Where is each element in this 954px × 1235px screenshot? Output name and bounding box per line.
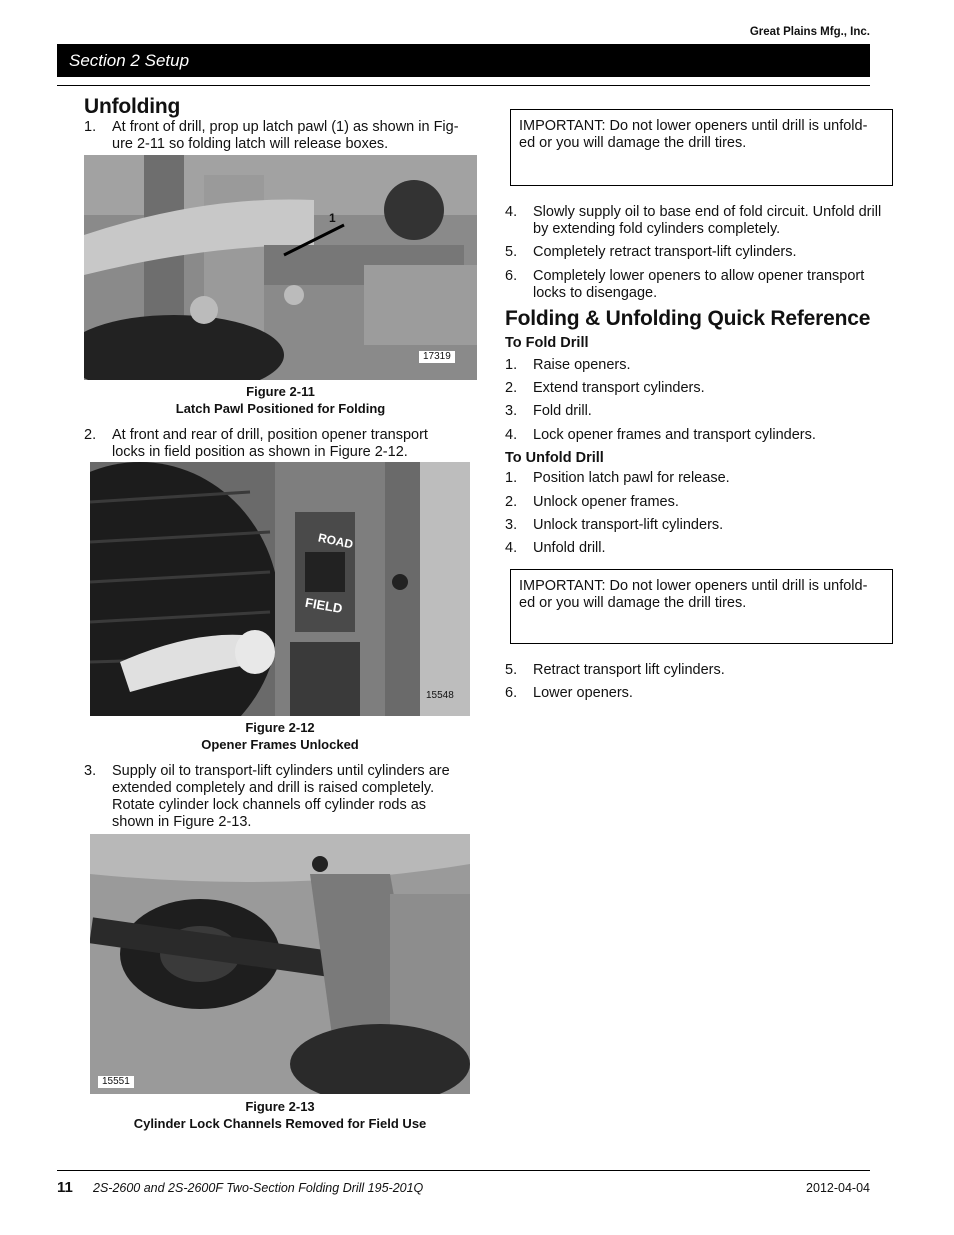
figure-title: Cylinder Lock Channels Removed for Field Use xyxy=(133,1116,427,1131)
unfold-subheading: To Unfold Drill xyxy=(505,450,604,466)
fold-step xyxy=(505,357,905,374)
figure-number-tag: 15548 xyxy=(426,690,454,701)
figure-title: Opener Frames Unlocked xyxy=(201,737,359,752)
step-number: 4. xyxy=(505,540,518,556)
company-name: Great Plains Mfg., Inc. xyxy=(749,26,870,38)
quick-reference-heading: Folding & Unfolding Quick Reference xyxy=(505,307,871,330)
step-number: 4. xyxy=(505,427,518,443)
notice-line: IMPORTANT: Do not lower openers until drill is unfold- xyxy=(519,118,868,134)
notice-line: ed or you will damage the drill tires. xyxy=(519,135,747,151)
unfold-step xyxy=(505,685,905,702)
step-number: 5. xyxy=(505,662,518,678)
step-text-line: by extending fold cylinders completely. xyxy=(533,221,781,237)
step-text-line: ure 2-11 so folding latch will release boxes. xyxy=(112,136,389,152)
callout-label: 1 xyxy=(329,211,336,225)
step-text: Unfold drill. xyxy=(533,540,606,556)
notice-line: ed or you will damage the drill tires. xyxy=(519,595,747,611)
step-text-line: Completely lower openers to allow opener transport xyxy=(533,268,865,284)
step-number: 3. xyxy=(505,517,518,533)
step-4 xyxy=(505,204,905,238)
step-number: 2. xyxy=(505,380,518,396)
step-number: 5. xyxy=(505,244,518,260)
important-notice-box xyxy=(510,569,893,644)
step-text-line: Rotate cylinder lock channels off cylinder rods as xyxy=(112,797,427,813)
step-text-line: At front of drill, prop up latch pawl (1) as shown in Fig- xyxy=(112,119,459,135)
step-number: 1. xyxy=(505,470,518,486)
unfold-step xyxy=(505,517,905,534)
step-5 xyxy=(505,244,905,261)
fold-subheading: To Fold Drill xyxy=(505,335,589,351)
step-text-line: Slowly supply oil to base end of fold circuit. Unfold drill xyxy=(533,204,882,220)
step-text-line: locks in field position as shown in Figure 2-12. xyxy=(112,444,408,460)
step-number: 3. xyxy=(505,403,518,419)
unfold-step xyxy=(505,494,905,511)
step-text: Position latch pawl for release. xyxy=(533,470,730,486)
figure-2-11-photo xyxy=(84,155,477,380)
figure-2-13-caption xyxy=(90,1098,470,1132)
step-text: Unlock transport-lift cylinders. xyxy=(533,517,724,533)
step-number: 2. xyxy=(84,427,97,443)
fold-step xyxy=(505,427,905,444)
road-stencil-label: ROAD xyxy=(316,530,355,552)
figure-2-11-caption xyxy=(84,383,477,417)
figure-2-13-photo xyxy=(90,834,470,1094)
step-text: Extend transport cylinders. xyxy=(533,380,705,396)
document-date: 2012-04-04 xyxy=(806,1181,870,1195)
figure-label: Figure 2-13 xyxy=(245,1099,315,1114)
step-1 xyxy=(84,119,484,153)
step-number: 4. xyxy=(505,204,518,220)
footer-rule xyxy=(57,1170,870,1171)
document-title: 2S-2600 and 2S-2600F Two-Section Folding Drill 195-201Q xyxy=(93,1181,424,1195)
field-stencil-label: FIELD xyxy=(303,594,344,617)
page-number: 11 xyxy=(57,1179,73,1196)
step-number: 2. xyxy=(505,494,518,510)
unfold-step xyxy=(505,540,905,557)
step-text: Retract transport lift cylinders. xyxy=(533,662,725,678)
figure-2-12-photo xyxy=(90,462,470,716)
fold-step xyxy=(505,403,905,420)
step-number: 1. xyxy=(505,357,518,373)
header-rule xyxy=(57,85,870,86)
step-text: Lower openers. xyxy=(533,685,633,701)
step-text-line: shown in Figure 2-13. xyxy=(112,814,252,830)
figure-label: Figure 2-12 xyxy=(245,720,315,735)
step-6 xyxy=(505,268,905,302)
figure-label: Figure 2-11 xyxy=(246,384,315,399)
unfolding-heading: Unfolding xyxy=(84,95,181,118)
step-text: Raise openers. xyxy=(533,357,631,373)
step-text-line: locks to disengage. xyxy=(533,285,658,301)
figure-2-12-caption xyxy=(90,719,470,753)
step-text: Fold drill. xyxy=(533,403,592,419)
important-notice-box xyxy=(510,109,893,186)
step-text: Unlock opener frames. xyxy=(533,494,679,510)
figure-number-tag: 15551 xyxy=(98,1076,134,1088)
step-text: Completely retract transport-lift cylinders. xyxy=(533,244,797,260)
step-number: 6. xyxy=(505,685,518,701)
step-number: 1. xyxy=(84,119,97,135)
step-text-line: Supply oil to transport-lift cylinders until cylinders are xyxy=(112,763,450,779)
figure-title: Latch Pawl Positioned for Folding xyxy=(175,401,386,416)
step-2 xyxy=(84,427,484,461)
step-3 xyxy=(84,763,484,831)
step-text-line: At front and rear of drill, position opener transport xyxy=(112,427,428,443)
step-number: 6. xyxy=(505,268,518,284)
fold-step xyxy=(505,380,905,397)
step-number: 3. xyxy=(84,763,97,779)
figure-number-tag: 17319 xyxy=(419,351,455,363)
step-text-line: extended completely and drill is raised completely. xyxy=(112,780,435,796)
step-text: Lock opener frames and transport cylinders. xyxy=(533,427,816,443)
section-header: Section 2 Setup xyxy=(57,44,870,77)
unfold-step xyxy=(505,470,905,487)
unfold-step xyxy=(505,662,905,679)
notice-line: IMPORTANT: Do not lower openers until drill is unfold- xyxy=(519,578,868,594)
